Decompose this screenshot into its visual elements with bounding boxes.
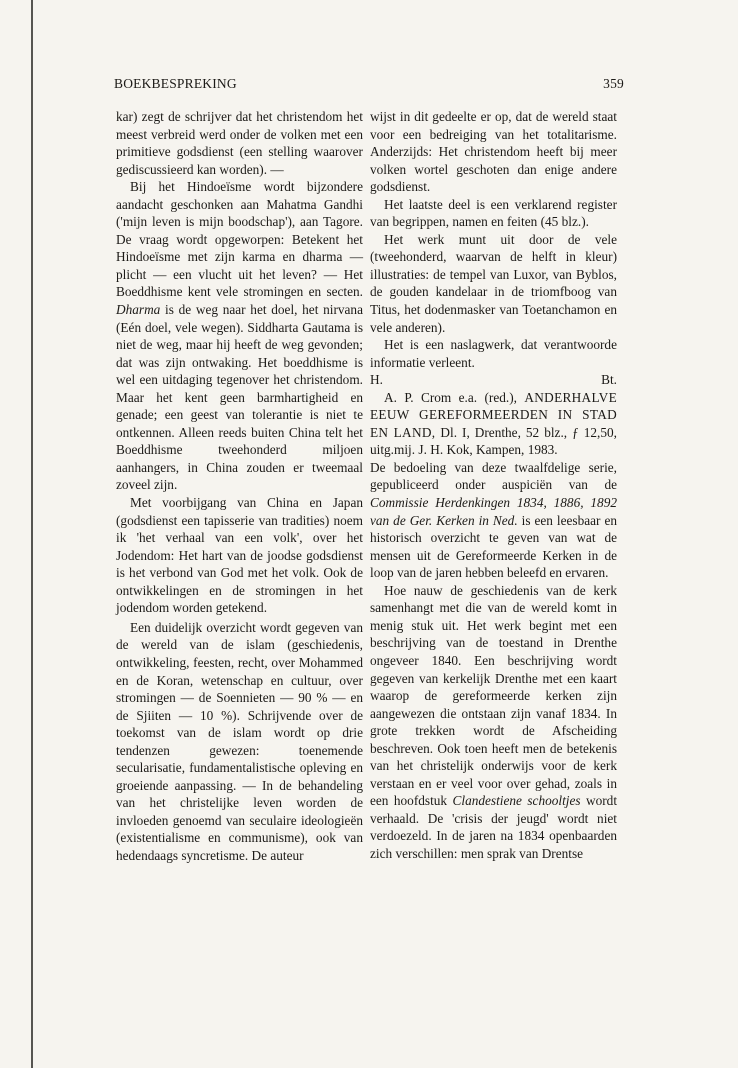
paragraph: Hoe nauw de geschiedenis van de kerk samenhangt met die van de wereld komt in menig stuk uit. Het werk begint met een beschrijving van de toestand in Drenthe ongeveer 1840. Een beschrijving wordt gegeven van kerkelijk Drenthe met een kaart waarop de gereformeerde kerken zijn aangewezen die ontstaan zijn vanaf 1834. In grote trekken wordt de Afscheiding beschreven. Ook toen heeft men de betekenis van het christelijk onderwijs voor de kerk verstaan en er veel voor over gehad, zoals in een hoofdstuk Clandestiene schooltjes wordt verhaald. De 'crisis der jeugd' wordt niet verdoezeld. In de jaren na 1834 openbaarden zich verschillen: men sprak van Drentse <box>370 582 618 861</box>
paragraph: wijst in dit gedeelte er op, dat de wereld staat voor een bedreiging van het totalitarisme. Anderzijds: Het christendom heeft bij meer volken wortel geschoten dan enige andere godsdienst. <box>370 109 617 195</box>
paragraph: Het is een naslagwerk, dat verantwoorde informatie verleent. <box>370 337 617 370</box>
section-title: BOEKBESPREKING <box>114 76 237 91</box>
paragraph: Een duidelijk overzicht wordt gegeven van de wereld van de islam (geschiedenis, ontwikkeling, feesten, recht, over Mohammed en de Koran, wetenschap en cultuur, over stromingen — de Soennieten — 90 % — en de Sjiiten — 10 %). Schrijvende over de toekomst van de islam wordt op drie tendenzen gewezen: toenemende secularisatie, fundamentalistische opleving en groeiende aanpassing. — In de behandeling van het christelijke leven worden de invloeden genoemd van seculaire ideologieën (existentialisme en communisme), ook van hedendaags syncretisme. De auteur <box>116 619 363 863</box>
left-column <box>116 108 363 865</box>
paragraph: Het laatste deel is een verklarend register van begrippen, namen en feiten (45 blz.). <box>370 196 617 230</box>
bibliographic-entry: A. P. Crom e.a. (red.), ANDERHALVE EEUW GEREFORMEERDEN IN STAD EN LAND, Dl. I, Drenthe, 52 blz., ƒ 12,50, uitg.mij. J. H. Kok, Kampen, 1983. <box>370 389 617 458</box>
paragraph: Bij het Hindoeïsme wordt bijzondere aandacht geschonken aan Mahatma Gandhi ('mijn leven is mijn boodschap'), aan Tagore. De vraag wordt opgeworpen: Betekent het Hindoeïsme met zijn karma en dharma — plicht — een vlucht uit het leven? — Het Boeddhisme kent vele stromingen en secten. Dharma is de weg naar het doel, het nirvana (Eén doel, vele wegen). Siddharta Gautama is niet de weg, maar hij heeft de weg gevonden; dat was zijn ontwaking. Het boeddhisme is wel een uitdaging tegenover het christendom. Maar het kent geen barmhartigheid en genade; een geest van tolerantie is niet te ontkennen. Alleen reeds buiten China telt het Boeddhisme tweehonderd miljoen aanhangers, in China zouden er tweemaal zoveel zijn. <box>116 179 363 493</box>
review-signature <box>370 371 617 389</box>
signature-initial: H. <box>370 372 383 388</box>
italic-title: Commissie Herdenkingen 1834, 1886, 1892 van de Ger. Kerken in Ned. <box>370 495 617 528</box>
paragraph: Het werk munt uit door de vele (tweehonderd, waarvan de helft in kleur) illustraties: de tempel van Luxor, van Byblos, de gouden kandelaar in de triomfboog van Titus, het dodenmasker van Toetanchamon en vele anderen). <box>370 231 617 335</box>
right-column <box>370 108 617 863</box>
paragraph: Met voorbijgang van China en Japan (godsdienst een tapisserie van tradities) noem ik 'het verhaal van een volk', over het Jodendom: Het hart van de joodse godsdienst is het verbond van God met het volk. Ook de ontwikkelingen en de stromingen in het jodendom worden getekend. <box>116 495 363 616</box>
italic-term: Dharma <box>116 302 161 318</box>
paragraph: kar) zegt de schrijver dat het christendom het meest verbreid werd onder de volken met een primitieve godsdienst (een stelling waarover gediscussieerd kan worden). — <box>116 109 363 177</box>
page-number: 359 <box>603 76 624 91</box>
paragraph: De bedoeling van deze twaalfdelige serie, gepubliceerd onder auspiciën van de Commissie Herdenkingen 1834, 1886, 1892 van de Ger. Kerken in Ned. is een leesbaar en historisch overzicht te geven van wat de mensen uit de Gereformeerde Kerken in de loop van de jaren hebben beleefd en ervaren. <box>370 459 617 581</box>
page-edge-line <box>31 0 33 1068</box>
italic-title: Clandestiene schooltjes <box>452 793 581 809</box>
signature-reviewer: Bt. <box>601 372 617 388</box>
